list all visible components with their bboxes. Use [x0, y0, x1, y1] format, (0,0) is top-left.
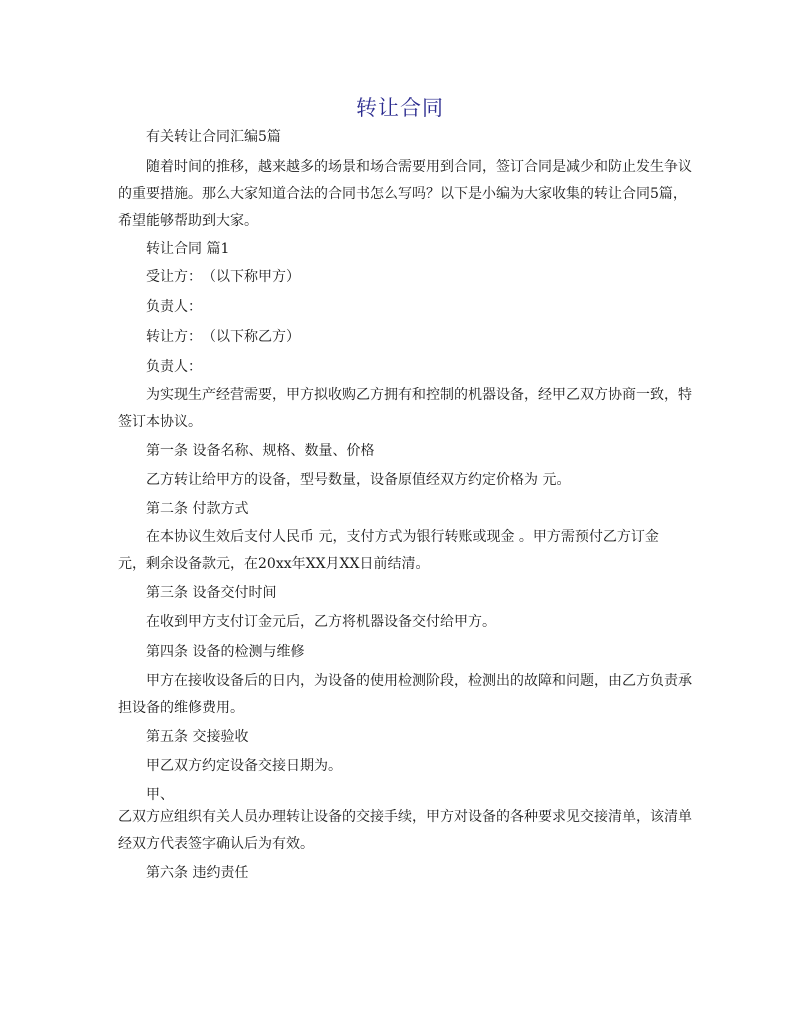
- document-title: 转让合同: [356, 96, 444, 120]
- article-4-body-1: 甲方在接收设备后的日内，为设备的使用检测阶段，检测出的故障和问题，由乙方负责承: [146, 673, 692, 689]
- subtitle-line: 有关转让合同汇编5篇: [146, 129, 281, 145]
- article-4-body-2: 担设备的维修费用。: [118, 700, 244, 716]
- section-heading: 转让合同 篇1: [146, 241, 230, 257]
- party-b-responsible: 负责人：: [146, 359, 202, 375]
- intro-line-2: 的重要措施。那么大家知道合法的合同书怎么写吗？以下是小编为大家收集的转让合同5篇，: [118, 186, 687, 202]
- article-3-body: 在收到甲方支付订金元后，乙方将机器设备交付给甲方。: [146, 614, 496, 630]
- article-1-heading: 第一条 设备名称、规格、数量、价格: [146, 443, 375, 459]
- article-2-body-1: 在本协议生效后支付人民币 元，支付方式为银行转账或现金 。甲方需预付乙方订金: [146, 529, 659, 545]
- party-a-responsible: 负责人：: [146, 299, 202, 315]
- article-1-body: 乙方转让给甲方的设备，型号数量，设备原值经双方约定价格为 元。: [146, 472, 571, 488]
- article-5-body-4: 经双方代表签字确认后为有效。: [118, 836, 314, 852]
- intro-line-3: 希望能够帮助到大家。: [118, 213, 258, 229]
- article-5-body-3: 乙双方应组织有关人员办理转让设备的交接手续，甲方对设备的各种要求见交接清单，该清单: [118, 809, 692, 825]
- party-a-line: 受让方： （以下称甲方）: [146, 269, 300, 285]
- article-5-heading: 第五条 交接验收: [146, 729, 249, 745]
- purpose-line-1: 为实现生产经营需要，甲方拟收购乙方拥有和控制的机器设备，经甲乙双方协商一致，特: [146, 387, 692, 403]
- article-6-heading: 第六条 违约责任: [146, 865, 249, 881]
- article-2-heading: 第二条 付款方式: [146, 501, 249, 517]
- article-5-body-1: 甲乙双方约定设备交接日期为。: [146, 758, 342, 774]
- intro-line-1: 随着时间的推移，越来越多的场景和场合需要用到合同，签订合同是减少和防止发生争议: [146, 159, 692, 175]
- party-b-line: 转让方： （以下称乙方）: [146, 329, 300, 345]
- article-2-body-2: 元，剩余设备款元，在20xx年XX月XX日前结清。: [118, 556, 430, 572]
- purpose-line-2: 签订本协议。: [118, 414, 202, 430]
- article-3-heading: 第三条 设备交付时间: [146, 585, 277, 601]
- article-5-body-2: 甲、: [146, 787, 174, 803]
- article-4-heading: 第四条 设备的检测与维修: [146, 644, 305, 660]
